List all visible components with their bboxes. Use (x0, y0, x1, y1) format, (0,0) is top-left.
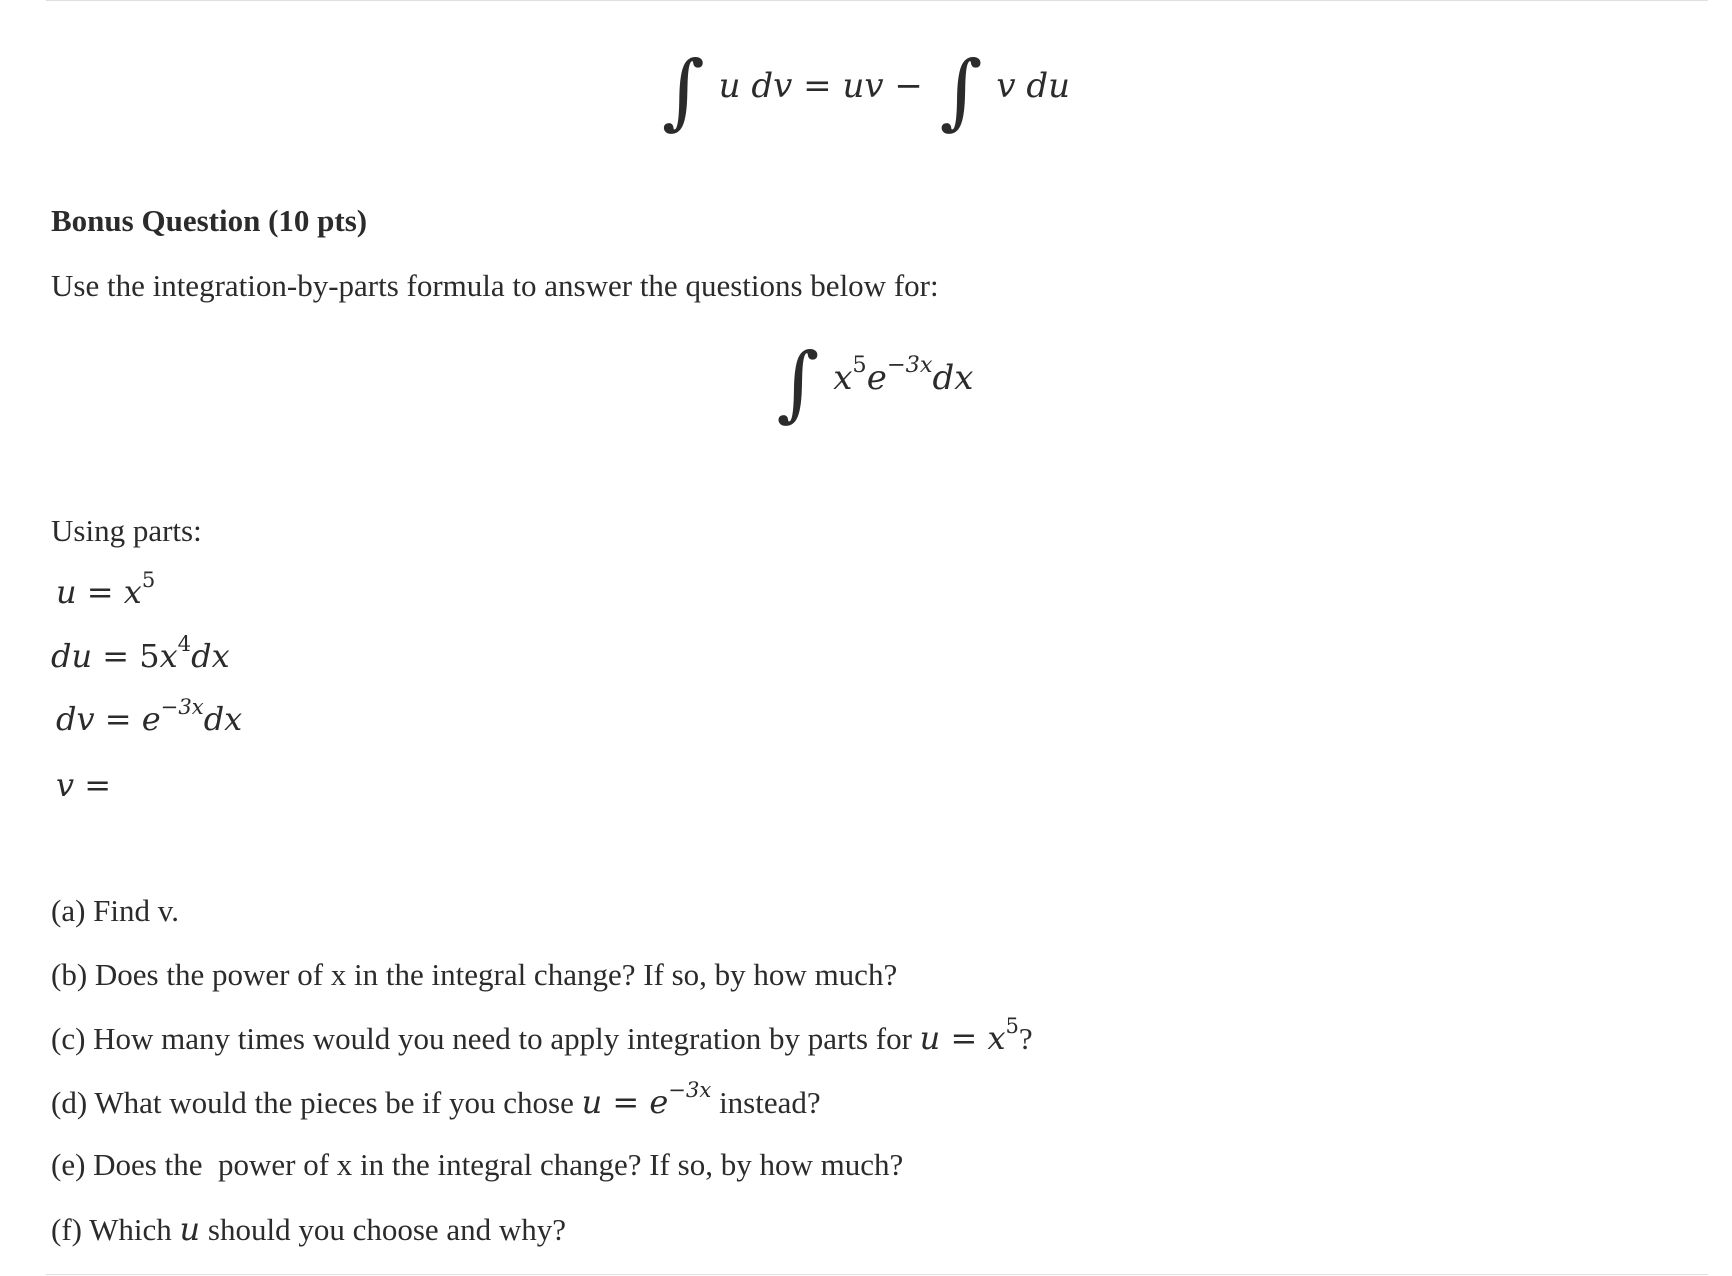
question-d-text: (d) What would the pieces be if you chose (51, 1084, 582, 1120)
du-base: x (159, 637, 178, 675)
integral-sign: ∫ (939, 44, 983, 139)
bottom-divider (46, 1274, 1708, 1275)
du-equation (51, 631, 230, 675)
u-symbol: u (919, 1019, 941, 1058)
u-base: x (123, 573, 142, 611)
rhs-integrand: v du (996, 66, 1071, 106)
question-d-suffix: instead? (711, 1084, 821, 1120)
equals-sign: = (84, 766, 112, 804)
dv-symbol: dv (56, 700, 95, 738)
minus-sign: − (894, 66, 923, 106)
u-symbol: u (179, 1209, 201, 1248)
question-c-math (919, 1013, 1019, 1058)
lhs-integrand: u dv (718, 66, 793, 106)
question-c-suffix: ? (1018, 1021, 1033, 1057)
integrand-base: x (833, 358, 853, 398)
using-parts-label: Using parts: (51, 513, 202, 548)
equals-sign: = (104, 700, 132, 738)
equals-sign: = (612, 1082, 640, 1121)
v-symbol: v (56, 766, 75, 804)
question-d-math (581, 1076, 712, 1121)
math-base: x (987, 1019, 1006, 1058)
question-f-text: (f) Which (51, 1211, 180, 1247)
u-symbol: u (581, 1082, 603, 1121)
integrand-exponent: −3x (886, 352, 933, 379)
problem-integral (0, 336, 1732, 431)
equals-sign: = (803, 66, 832, 106)
question-b: (b) Does the power of x in the integral change? If so, by how much? (51, 956, 898, 992)
v-equation (56, 766, 111, 804)
question-e: (e) Does the power of x in the integral change? If so, by how much? (51, 1147, 904, 1183)
question-c (51, 1013, 1033, 1084)
u-symbol: u (56, 573, 77, 611)
u-exponent: 5 (141, 567, 156, 593)
math-exponent: 5 (1005, 1013, 1019, 1039)
question-a: (a) Find v. (51, 893, 179, 928)
du-symbol: du (51, 637, 93, 675)
question-d (51, 1076, 1033, 1148)
question-heading: Bonus Question (10 pts) (51, 203, 368, 238)
differential: dx (932, 358, 974, 398)
du-exponent: 4 (177, 631, 192, 657)
question-c-text: (c) How many times would you need to apply integration by parts for (51, 1021, 920, 1057)
question-intro: Use the integration-by-parts formula to answer the questions below for: (51, 268, 939, 303)
integrand-base-exponent: 5 (852, 352, 867, 379)
question-f-suffix: should you choose and why? (200, 1211, 567, 1247)
dv-equation (56, 694, 243, 738)
du-coefficient: 5 (139, 637, 160, 675)
dv-base: e (141, 700, 161, 738)
dv-exponent: −3x (160, 694, 204, 720)
uv-term: uv (842, 66, 884, 106)
integration-by-parts-formula (0, 44, 1732, 139)
equals-sign: = (86, 573, 114, 611)
question-list (51, 893, 1033, 1275)
integrand-exp-base: e (866, 358, 887, 398)
du-differential: dx (191, 637, 230, 675)
equals-sign: = (102, 637, 130, 675)
equals-sign: = (950, 1019, 978, 1058)
top-divider (46, 0, 1708, 1)
integral-sign: ∫ (776, 336, 820, 431)
math-base: e (649, 1082, 669, 1121)
u-equation (56, 567, 156, 611)
math-exponent: −3x (668, 1076, 712, 1102)
question-f (51, 1211, 1033, 1275)
integral-sign: ∫ (661, 44, 705, 139)
dv-differential: dx (203, 700, 243, 738)
